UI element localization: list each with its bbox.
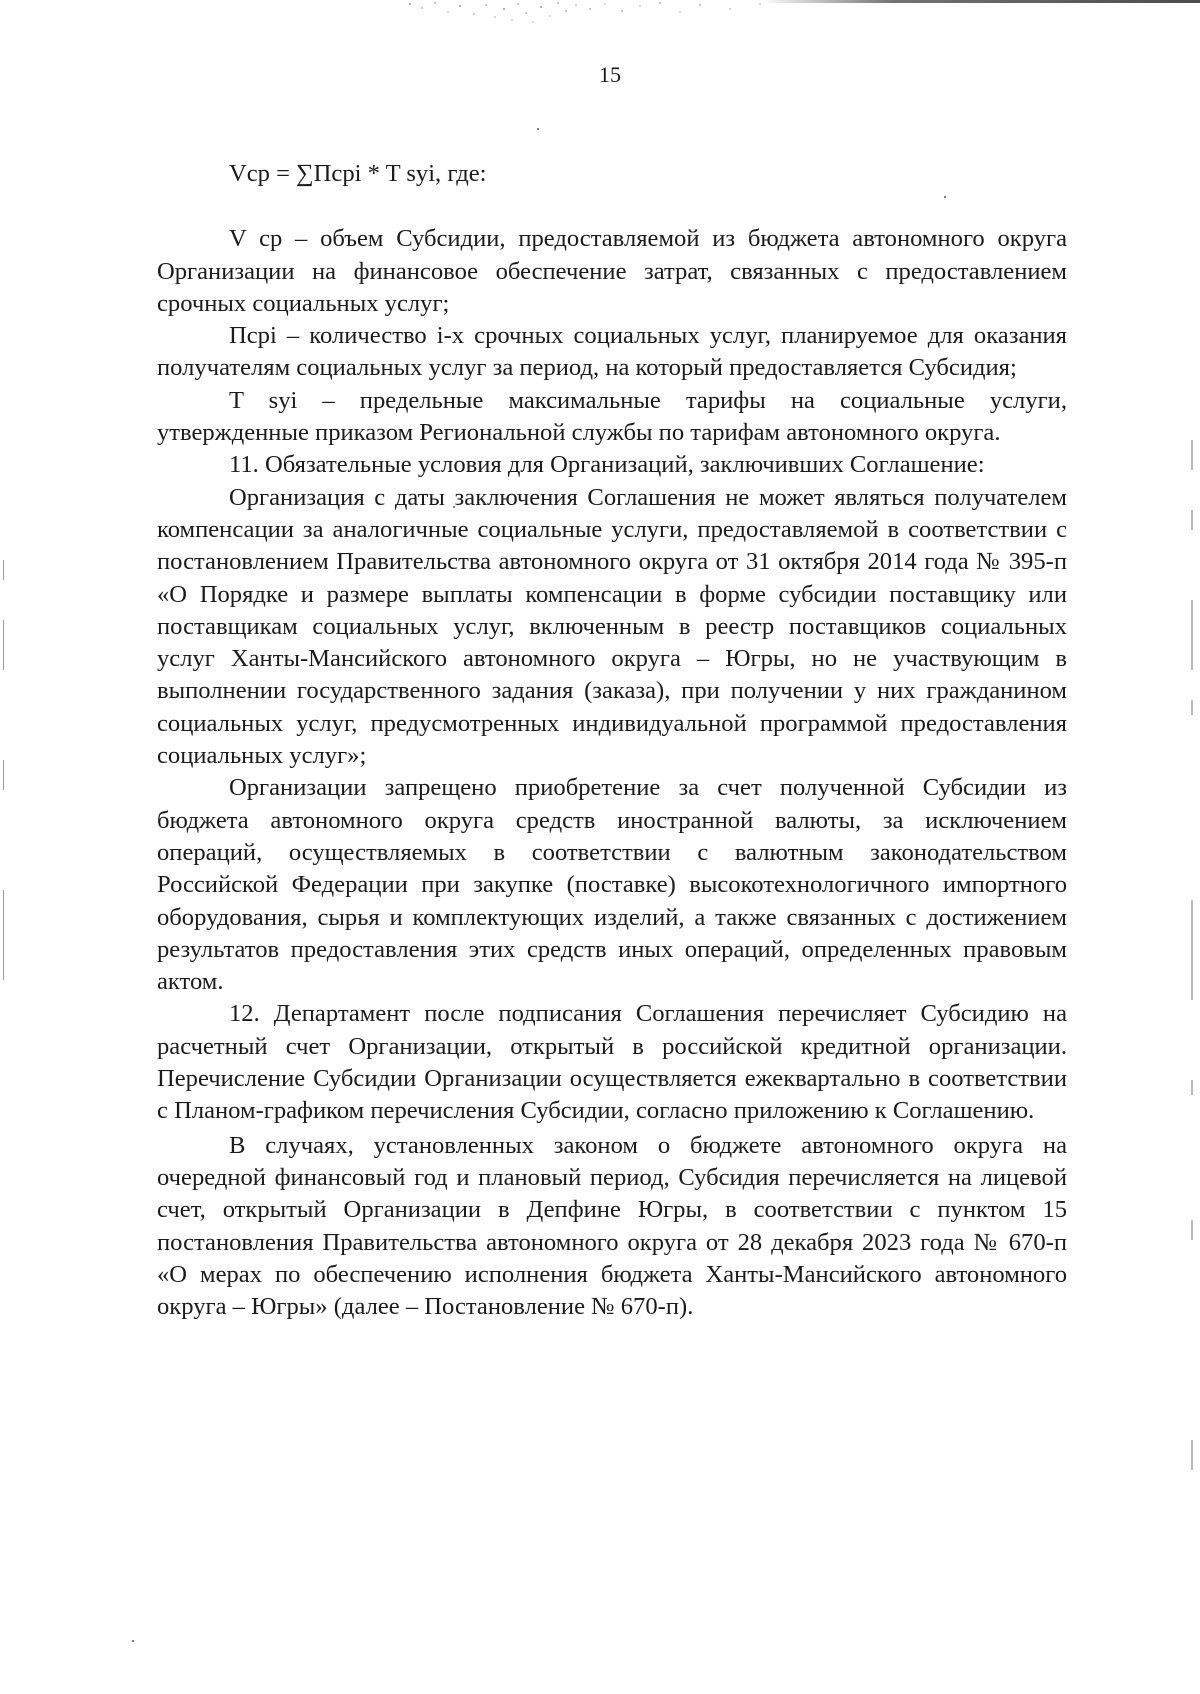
scan-edge-marks-right — [1190, 440, 1194, 1640]
scan-speck — [537, 128, 539, 130]
paragraph-definition-t: T syi – предельные максимальные тарифы на социальные услуги, утвержденные приказом Региональной службы по тарифам автономного округа. — [157, 386, 1067, 447]
page-number: 15 — [599, 62, 621, 87]
paragraph-clause-11: 11. Обязательные условия для Организаций, заключивших Соглашение: — [229, 451, 985, 479]
paragraph-compensation: Организация с даты заключения Соглашения не может являться получателем компенсации за аналогичные социальные услуги, предоставляемой в соответствии с постановлением Правительства автономного округа от 31 октября 2014 года № 395-п «О Порядке и размере выплаты компенсации в форме субсидии поставщику или поставщикам социальных услуг, включенным в реестр поставщиков социальных услуг Ханты-Мансийского автономного округа – Югры, но не участвующим в выполнении государственного задания (заказа), при получении у них гражданином социальных услуг, предусмотренных индивидуальной программой предоставления социальных услуг»; — [157, 483, 1067, 770]
formula: Vср = ∑Пcpi * T syi, где: — [229, 160, 487, 187]
scan-edge-line — [760, 0, 1200, 3]
paragraph-treasury-account: В случаях, установленных законом о бюджете автономного округа на очередной финансовый год и плановый период, Субсидия перечисляется на лицевой счет, открытый Организации в Депфине Югры, в соответствии с пунктом 15 постановления Правительства автономного округа от 28 декабря 2023 года № 670-п «О мерах по обеспечению исполнения бюджета Ханты-Мансийского автономного округа – Югры» (далее – Постановление № 670-п). — [157, 1131, 1067, 1321]
scan-noise-top — [400, 0, 800, 30]
paragraph-definition-v: V ср – объем Субсидии, предоставляемой из бюджета автономного округа Организации на финансовое обеспечение затрат, связанных с предоставлением срочных социальных услуг; — [157, 225, 1067, 317]
document-body — [157, 158, 1067, 1323]
paragraph-clause-12: 12. Департамент после подписания Соглашения перечисляет Субсидию на расчетный счет Организации, открытый в российской кредитной организации. Перечисление Субсидии Организации осуществляется ежеквартально в соответствии с Планом-графиком перечисления Субсидии, согласно приложению к Соглашению. — [157, 1000, 1067, 1125]
scan-edge-marks-left — [2, 560, 5, 1060]
paragraph-definition-p: Пcpi – количество i-х срочных социальных услуг, планируемое для оказания получателям социальных услуг за период, на который предоставляется Субсидия; — [157, 322, 1067, 382]
scan-speck — [132, 1640, 134, 1642]
paragraph-currency: Организации запрещено приобретение за счет полученной Субсидии из бюджета автономного округа средств иностранной валюты, за исключением операций, осуществляемых в соответствии с валютным законодательством Российской Федерации при закупке (поставке) высокотехнологичного импортного оборудования, сырья и комплектующих изделий, а также связанных с достижением результатов предоставления этих средств иных операций, определенных правовым актом. — [157, 774, 1067, 996]
